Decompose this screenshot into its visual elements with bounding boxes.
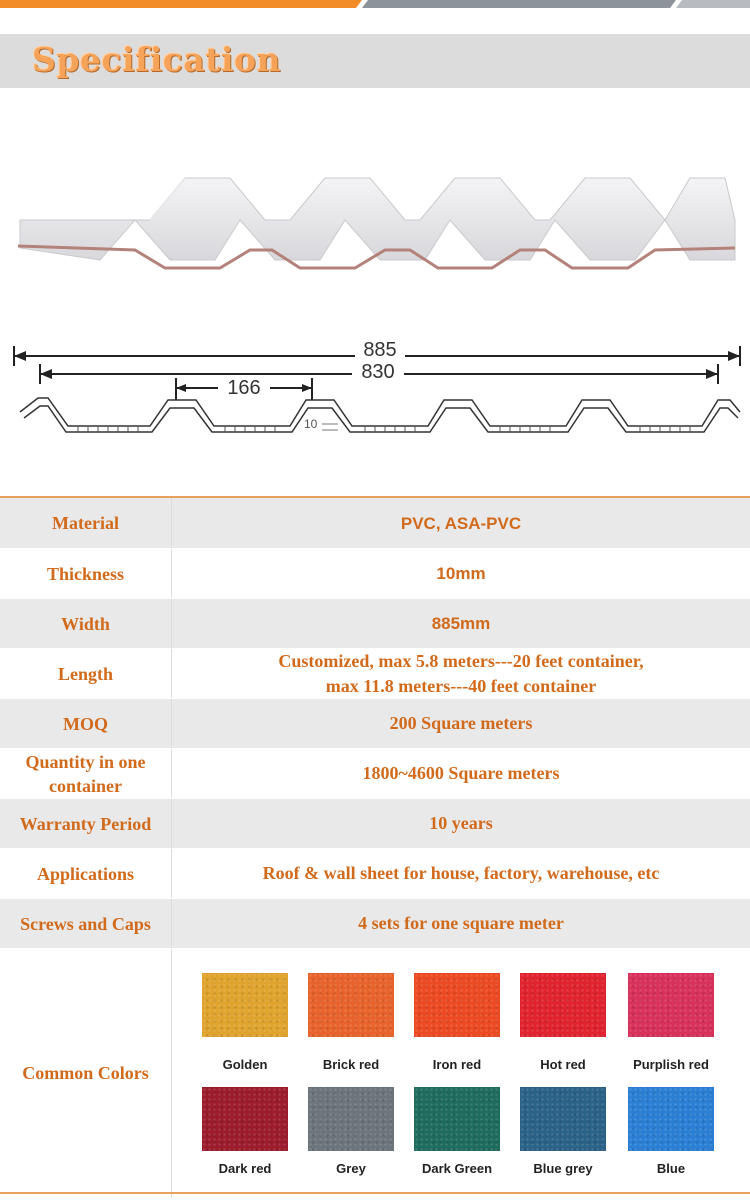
- row-value: 200 Square meters: [389, 713, 533, 733]
- dim-830: 830: [361, 361, 395, 383]
- color-label: Dark red: [218, 1161, 272, 1176]
- color-swatch-iron-red: [414, 973, 500, 1037]
- row-label: Material: [0, 498, 172, 548]
- page-title: Specification: [32, 40, 282, 79]
- dimension-drawing: [0, 330, 750, 460]
- dim-885: 885: [363, 339, 397, 361]
- color-swatch-brick-red: [308, 973, 394, 1037]
- top-stripes: [0, 0, 750, 10]
- color-label: Hot red: [540, 1057, 586, 1072]
- color-label: Grey: [336, 1161, 366, 1176]
- dim-166: 166: [227, 377, 261, 399]
- row-label: [0, 749, 172, 798]
- row-label: Common Colors: [0, 949, 172, 1197]
- color-label: Blue: [656, 1161, 686, 1176]
- color-swatch-grey: [308, 1087, 394, 1151]
- row-value: [172, 649, 750, 698]
- table-row: [0, 649, 750, 699]
- color-swatch-blue-grey: [520, 1087, 606, 1151]
- spec-table: [0, 496, 750, 1198]
- row-label-line: container: [49, 775, 122, 796]
- color-swatches: [172, 949, 750, 1199]
- color-label: Purplish red: [633, 1057, 709, 1072]
- color-swatch-golden: [202, 973, 288, 1037]
- table-bottom-border: [0, 1192, 750, 1194]
- row-label: Warranty Period: [0, 799, 172, 848]
- row-label-line: Quantity in one: [25, 751, 146, 772]
- table-row: [0, 599, 750, 649]
- row-value: Roof & wall sheet for house, factory, warehouse, etc: [262, 863, 660, 883]
- color-swatch-dark-red: [202, 1087, 288, 1151]
- table-row: [0, 749, 750, 799]
- color-label: Iron red: [432, 1057, 482, 1072]
- table-row: [0, 849, 750, 899]
- table-row: [0, 799, 750, 849]
- row-value: PVC, ASA-PVC: [400, 513, 522, 533]
- color-swatch-hot-red: [520, 973, 606, 1037]
- color-label: Golden: [222, 1057, 268, 1072]
- row-value: 1800~4600 Square meters: [362, 763, 560, 783]
- row-label: Thickness: [0, 549, 172, 598]
- table-row-colors: [0, 949, 750, 1198]
- table-row: [0, 699, 750, 749]
- color-label: Brick red: [322, 1057, 380, 1072]
- table-row: [0, 549, 750, 599]
- row-label: Screws and Caps: [0, 899, 172, 948]
- row-value: 885mm: [431, 614, 491, 633]
- color-swatch-purplish-red: [628, 973, 714, 1037]
- table-row: [0, 498, 750, 549]
- color-swatch-blue: [628, 1087, 714, 1151]
- row-label: Applications: [0, 849, 172, 898]
- row-label: Width: [0, 599, 172, 648]
- row-value: 10mm: [436, 564, 486, 583]
- row-label: Length: [0, 649, 172, 698]
- color-swatch-dark-green: [414, 1087, 500, 1151]
- color-label: Blue grey: [533, 1161, 593, 1176]
- row-value-line: Customized, max 5.8 meters---20 feet container,: [278, 650, 644, 671]
- table-row: [0, 899, 750, 949]
- row-value: 4 sets for one square meter: [358, 913, 564, 933]
- color-label: Dark Green: [421, 1161, 493, 1176]
- row-label: MOQ: [0, 699, 172, 748]
- roof-sheet-image: [0, 160, 750, 290]
- row-value-line: max 11.8 meters---40 feet container: [325, 675, 597, 696]
- row-value: 10 years: [429, 813, 493, 833]
- dim-10: 10: [304, 417, 318, 431]
